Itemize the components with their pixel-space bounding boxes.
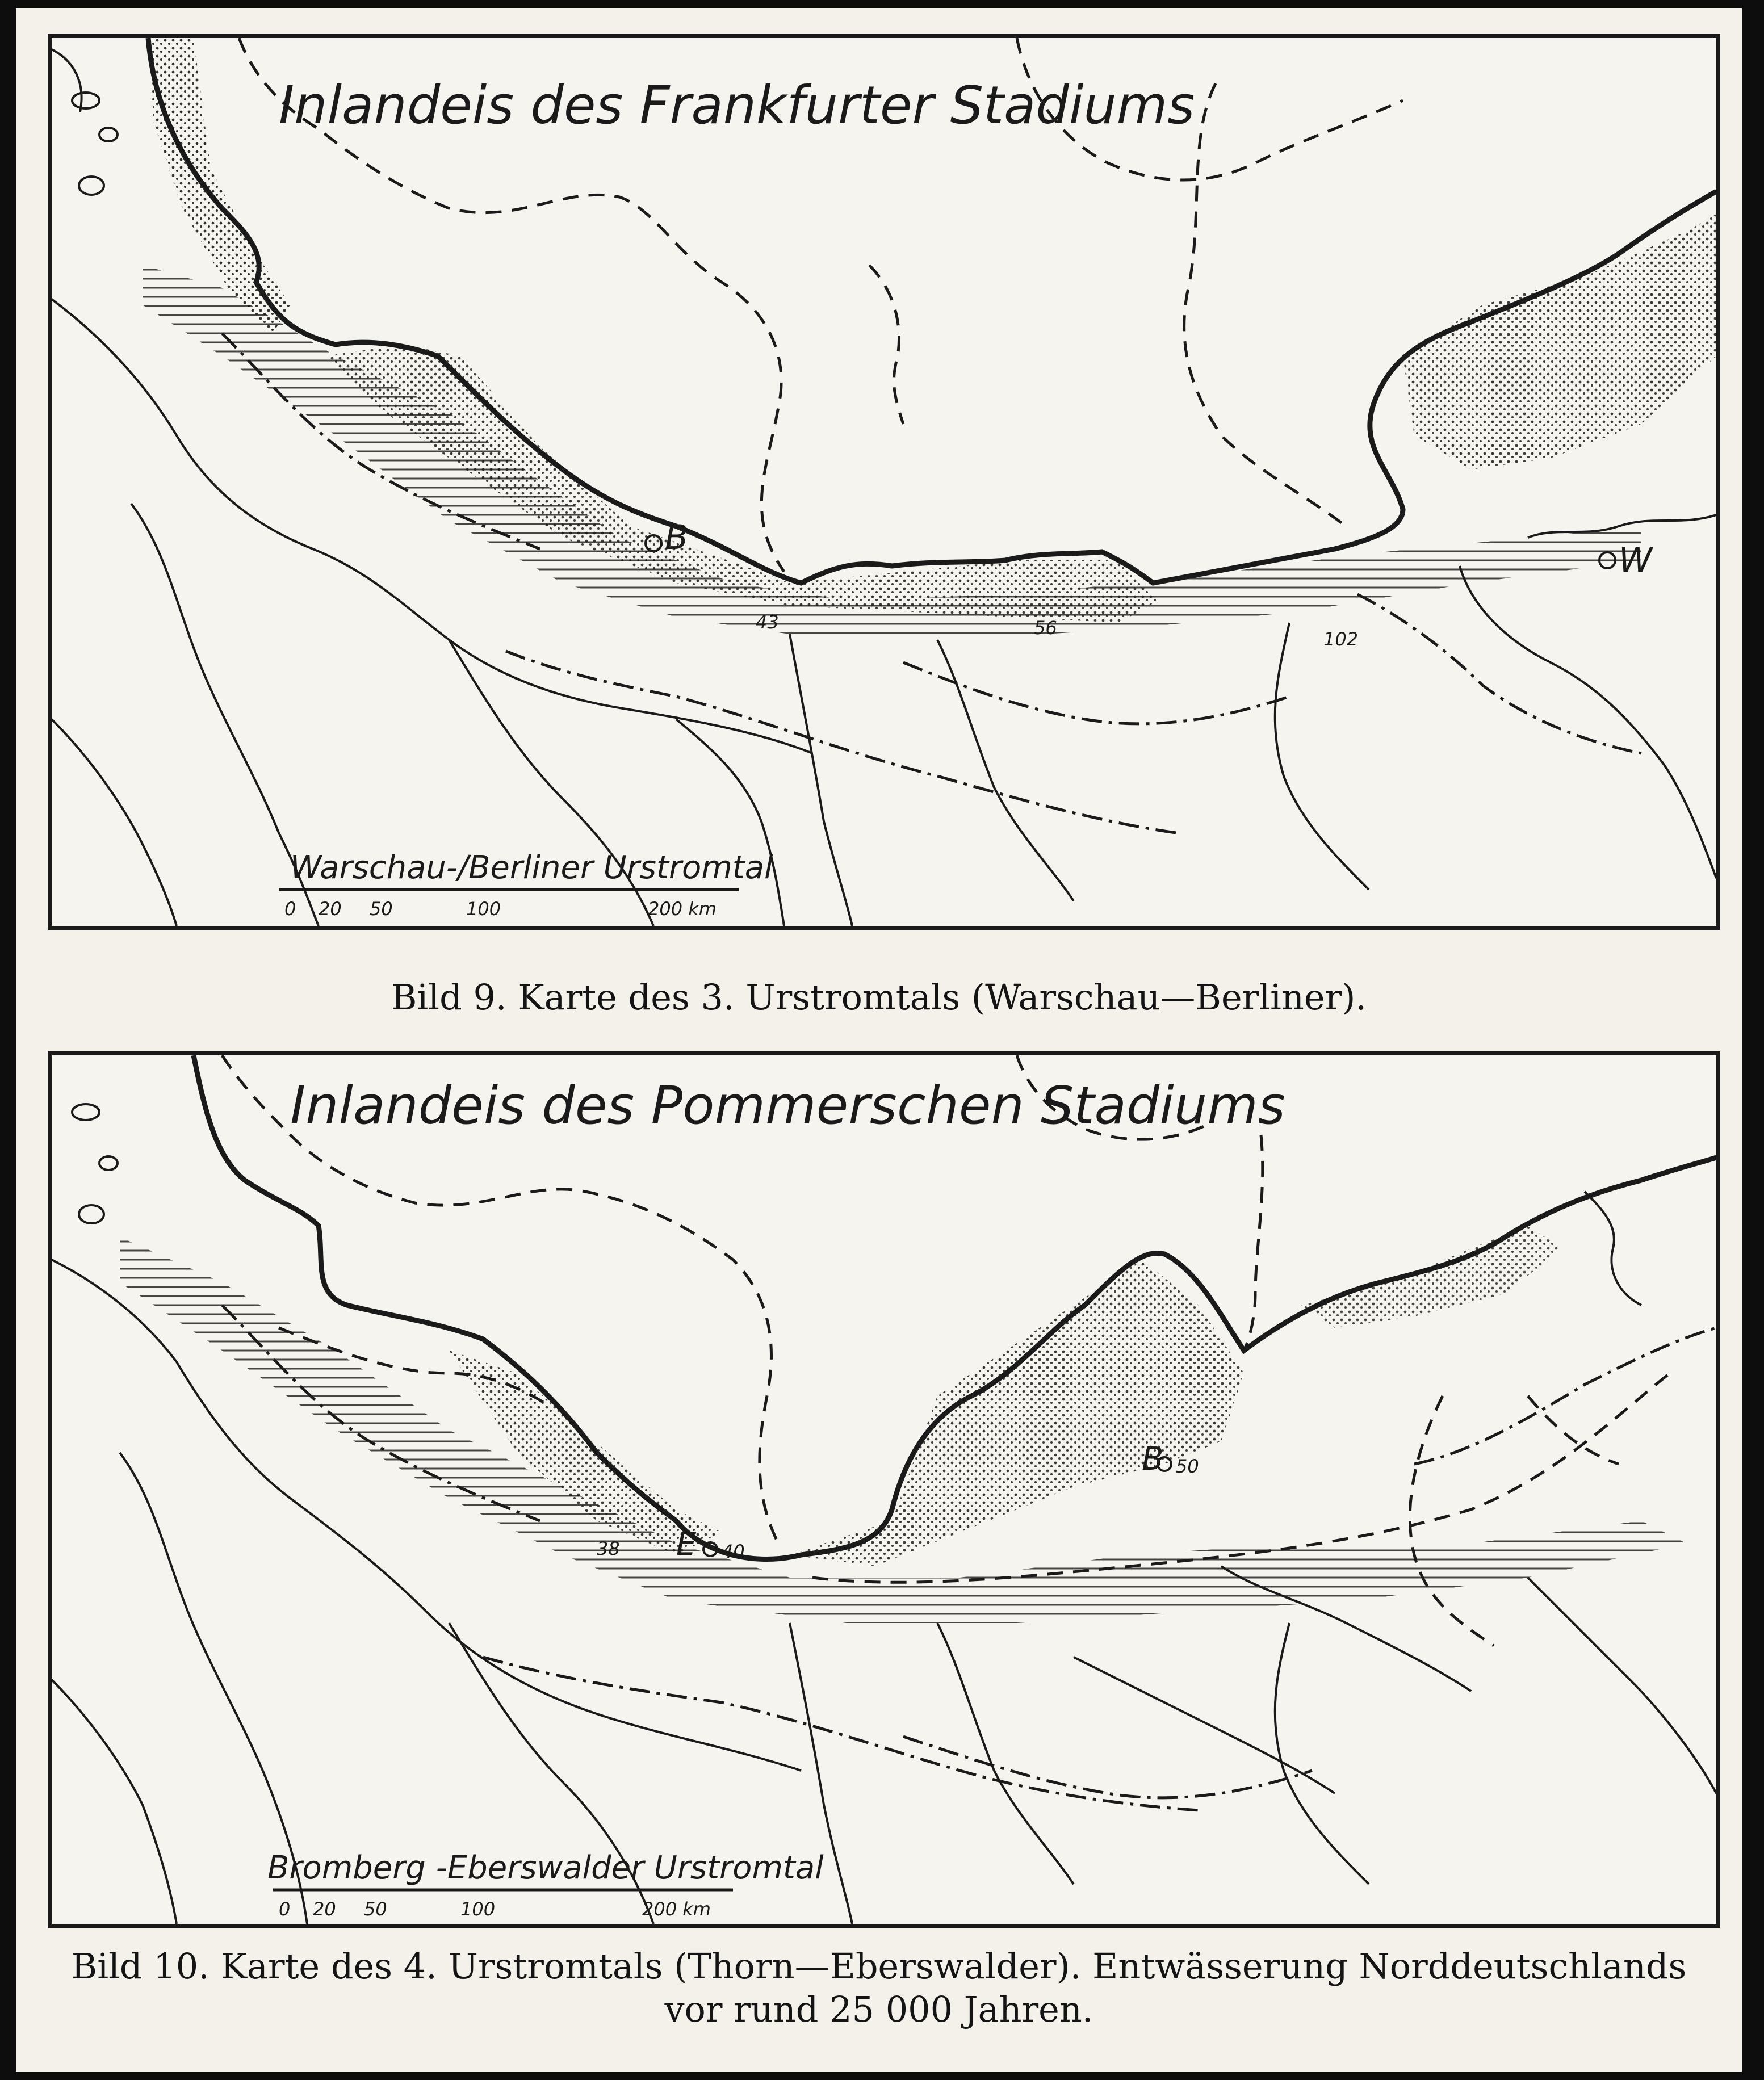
place-label-e: E: [676, 1526, 697, 1563]
map-frankfurt-stage: [48, 34, 1720, 930]
scale-tick-20-2: 20: [313, 1898, 336, 1920]
map1-title: Inlandeis des Frankfurter Stadiums: [279, 75, 1195, 136]
scale-tick-100-2: 100: [460, 1898, 496, 1920]
scale-tick-0: 0: [284, 898, 296, 920]
scale-tick-50-2: 50: [364, 1898, 387, 1920]
elevation-label-102: 102: [1323, 628, 1359, 650]
place-label-b-2: B: [1142, 1441, 1164, 1478]
map2-valley-label: Bromberg -Eberswalder Urstromtal: [267, 1850, 824, 1886]
sandur-zone-center-2: [790, 1260, 1244, 1566]
elevation-label-56: 56: [1034, 617, 1057, 639]
sandur-zone-east-2: [1301, 1226, 1562, 1328]
map2-title: Inlandeis des Pommerschen Stadiums: [290, 1075, 1285, 1136]
sandur-zone-east: [1403, 214, 1716, 469]
elevation-label-38: 38: [597, 1538, 620, 1559]
coast-islands: [52, 49, 118, 195]
scale-tick-200-2: 200 km: [642, 1898, 711, 1920]
caption-bild-10-line1: Bild 10. Karte des 4. Urstromtals (Thorn—Eberswalder). Entwässerung Norddeutschlands: [71, 1945, 1687, 1987]
map-pommern-svg: [52, 1055, 1716, 1924]
map-pommern-stage: [48, 1051, 1720, 1928]
map1-scale-bar: [279, 890, 739, 920]
place-label-w: W: [1619, 540, 1653, 580]
scale-tick-200: 200 km: [648, 898, 717, 920]
elevation-label-50: 50: [1176, 1456, 1199, 1477]
scale-tick-20: 20: [319, 898, 342, 920]
scale-tick-50: 50: [370, 898, 393, 920]
map-frankfurt-svg: [52, 38, 1716, 926]
elevation-label-40: 40: [722, 1541, 745, 1562]
caption-bild-10-line2: vor rund 25 000 Jahren.: [664, 1989, 1093, 2030]
scale-tick-100: 100: [466, 898, 501, 920]
slide-page: [16, 8, 1742, 2072]
map1-valley-label: Warschau-/Berliner Urstromtal: [290, 849, 773, 886]
caption-bild-10: [16, 1945, 1742, 2031]
map2-scale-bar: [273, 1890, 733, 1920]
elevation-label-43: 43: [756, 611, 779, 633]
scale-tick-0-2: 0: [279, 1898, 291, 1920]
place-label-b: B: [665, 518, 689, 557]
caption-bild-9: Bild 9. Karte des 3. Urstromtals (Warschau—Berliner).: [391, 976, 1367, 1018]
